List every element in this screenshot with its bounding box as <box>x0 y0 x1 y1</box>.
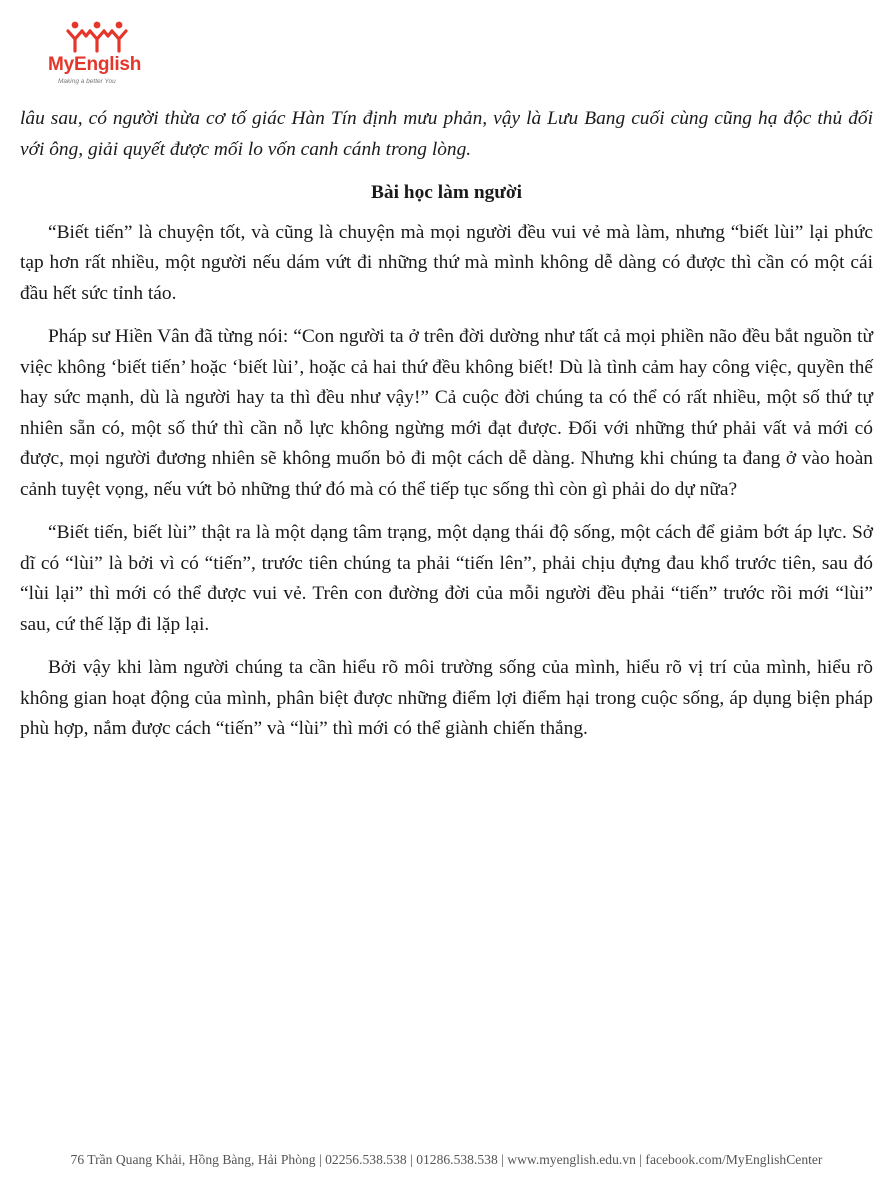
section-title: Bài học làm người <box>370 182 523 203</box>
document-body <box>20 104 873 758</box>
people-logo-icon <box>66 20 128 54</box>
brand-logo <box>48 20 158 90</box>
body-paragraph: “Biết tiến” là chuyện tốt, và cũng là chuyện mà mọi người đều vui vẻ mà làm, nhưng “biết lùi” lại phức tạp hơn rất nhiều, một người nếu dám vứt đi những thứ mà mình không dễ dàng có được thì cần có một cái đầu hết sức tỉnh táo. <box>20 221 873 304</box>
page-footer: 76 Trần Quang Khải, Hồng Bàng, Hải Phòng | 02256.538.538 | 01286.538.538 | www.myenglish.edu.vn | facebook.com/MyEnglishCenter <box>70 1152 823 1167</box>
body-paragraph: Bởi vậy khi làm người chúng ta cần hiểu rõ môi trường sống của mình, hiểu rõ vị trí của mình, hiểu rõ không gian hoạt động của mình, phân biệt được những điểm lợi điểm hại trong cuộc sống, áp dụng biện pháp phù hợp, nắm được cách “tiến” và “lùi” thì mới có thể giành chiến thắng. <box>20 657 873 739</box>
logo-tagline: Making a better You <box>58 78 116 85</box>
body-paragraph: Pháp sư Hiền Vân đã từng nói: “Con người ta ở trên đời dường như tất cả mọi phiền não đều bắt nguồn từ việc không ‘biết tiến’ hoặc ‘biết lùi’, hoặc cả hai thứ đều không biết! Dù là tình cảm hay công việc, quyền thế hay sức mạnh, dù là người hay ta thì đều như vậy!” Cả cuộc đời chúng ta có thể có rất nhiều, một số thứ tự nhiên sẵn có, một số thứ thì cần nỗ lực không ngừng mới đạt được. Đối với những thứ phải vất vả mới có được, mọi người đương nhiên sẽ không muốn bỏ đi một cách dễ dàng. Nhưng khi chúng ta đang ở vào hoàn cảnh tuyệt vọng, nếu vứt bỏ những thứ đó mà có thể tiếp tục sống thì còn gì phải do dự nữa? <box>20 326 873 500</box>
intro-paragraph: lâu sau, có người thừa cơ tố giác Hàn Tín định mưu phản, vậy là Lưu Bang cuối cùng cũng hạ độc thủ đối với ông, giải quyết được mối lo vốn canh cánh trong lòng. <box>20 108 873 160</box>
logo-wordmark: MyEnglish <box>48 54 142 75</box>
body-paragraph: “Biết tiến, biết lùi” thật ra là một dạng tâm trạng, một dạng thái độ sống, một cách để giảm bớt áp lực. Sở dĩ có “lùi” là bởi vì có “tiến”, trước tiên chúng ta phải “tiến lên”, phải chịu đựng đau khổ trước tiên, sau đó “lùi lại” thì mới có thể được vui vẻ. Trên con đường đời của mỗi người đều phải “tiến” trước rồi mới “lùi” sau, cứ thế lặp đi lặp lại. <box>20 522 873 635</box>
